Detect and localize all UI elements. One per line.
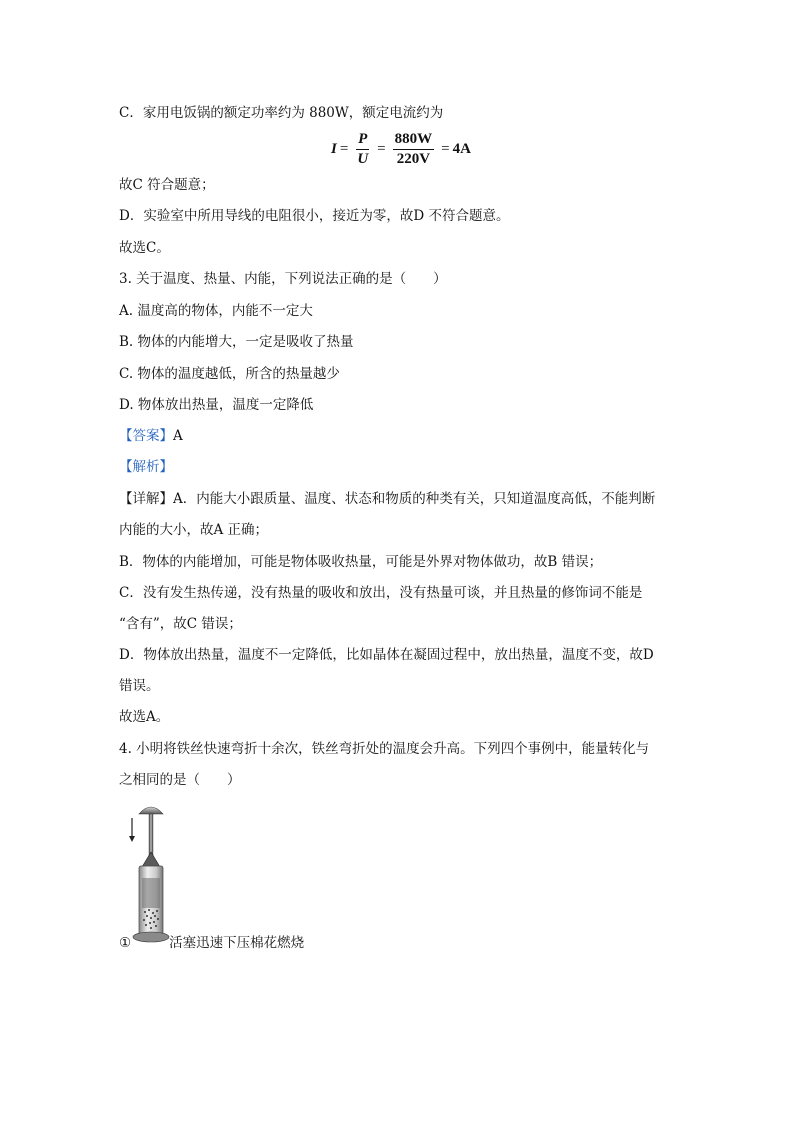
fraction-values [393, 131, 435, 168]
formula-result: 4A [452, 140, 471, 157]
fraction-p-over-u [355, 131, 370, 168]
text-line: 错误。 [119, 678, 160, 694]
text-line: C．没有发生热传递，没有热量的吸收和放出，没有热量可谈，并且热量的修饰词不能是 [119, 585, 643, 601]
text-line: 之相同的是（ ） [119, 772, 241, 788]
text-line: 故选C。 [119, 240, 170, 256]
option-c: C. 物体的温度越低，所含的热量越少 [119, 366, 340, 382]
text-line: 故C 符合题意； [119, 177, 215, 193]
option-a: A. 温度高的物体，内能不一定大 [119, 303, 313, 319]
equals-sign: = [377, 140, 386, 157]
text-line: D．实验室中所用导线的电阻很小，接近为零，故D 不符合题意。 [119, 208, 510, 224]
current-formula [331, 129, 471, 169]
text-line: D．物体放出热量，温度不一定降低，比如晶体在凝固过程中，放出热量，温度不变，故D [119, 647, 654, 663]
text-line: 【详解】A．内能大小跟质量、温度、状态和物质的种类有关，只知道温度高低，不能判断 [119, 491, 656, 507]
figure-caption [119, 934, 304, 952]
fraction-numerator: 880W [393, 131, 435, 150]
option-b: B. 物体的内能增大，一定是吸收了热量 [119, 334, 354, 350]
option-d: D. 物体放出热量，温度一定降低 [119, 397, 314, 413]
answer-value: A [173, 428, 183, 444]
answer-tag: 【答案】 [119, 428, 173, 444]
answer-line [119, 427, 183, 445]
analysis-heading [119, 458, 173, 476]
analysis-tag: 【解析】 [119, 459, 173, 475]
question-4-stem: 4. 小明将铁丝快速弯折十余次，铁丝弯折处的温度会升高。下列四个事例中，能量转化与 [119, 741, 650, 757]
piston-cylinder-figure [129, 800, 189, 946]
text-line: 内能的大小，故A 正确； [119, 522, 269, 538]
text-line: 故选A。 [119, 709, 170, 725]
figure-marker: ① [119, 935, 132, 951]
option-c-text: C．家用电饭锅的额定功率约为 880W，额定电流约为 [119, 105, 444, 121]
figure-caption-text: 活塞迅速下压棉花燃烧 [169, 935, 305, 951]
fraction-denominator: 220V [396, 150, 431, 167]
equals-sign: = [441, 140, 450, 157]
formula-lhs: I [331, 140, 337, 157]
equals-sign: = [339, 140, 349, 157]
fraction-numerator: P [356, 131, 369, 150]
fraction-denominator: U [357, 150, 369, 167]
text-line: B．物体的内能增加，可能是物体吸收热量，可能是外界对物体做功，故B 错误； [119, 554, 603, 570]
question-3-stem: 3. 关于温度、热量、内能，下列说法正确的是（ ） [119, 271, 447, 287]
text-line: “含有”，故C 错误； [119, 616, 242, 632]
